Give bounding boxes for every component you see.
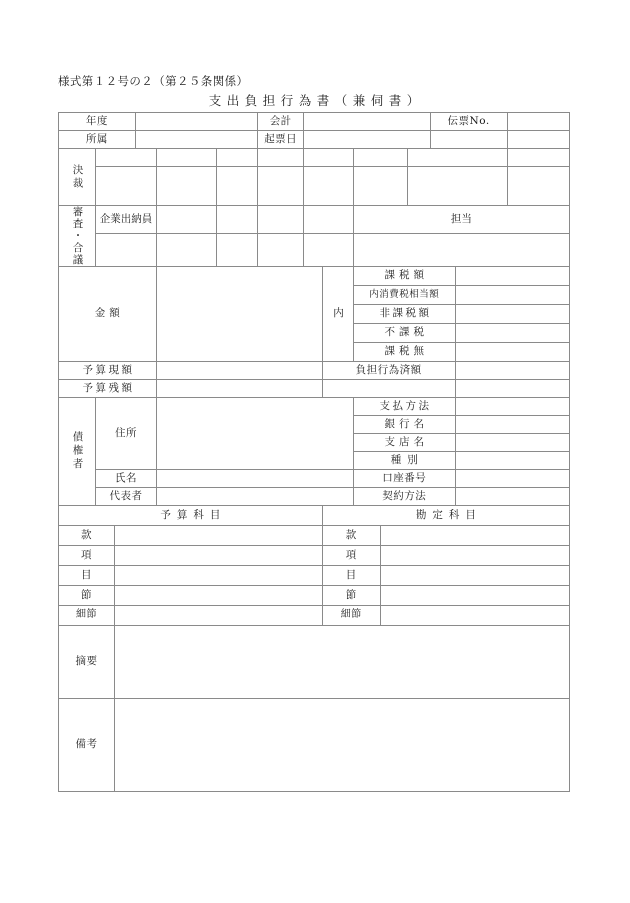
document-title: 支出負担行為書（兼伺書） — [208, 93, 425, 108]
non-levy-value[interactable] — [455, 324, 569, 343]
bank-name-label: 銀行名 — [353, 416, 455, 434]
form-number: 様式第１２号の２（第２５条関係） — [58, 74, 249, 88]
slip-no-label: 伝票No. — [430, 113, 507, 131]
account-type-label: 種別 — [353, 452, 455, 470]
budget-remaining-label: 予算残額 — [59, 380, 157, 398]
account-value[interactable] — [304, 113, 431, 131]
approval-row-top — [59, 149, 570, 167]
approval-cell-5-top[interactable] — [304, 149, 354, 167]
year-label: 年度 — [59, 113, 136, 131]
approval-cell-2[interactable] — [156, 167, 216, 206]
ledger-saisetsu-value[interactable] — [380, 606, 569, 626]
header-row-year — [59, 113, 570, 131]
budget-current-row — [59, 362, 570, 380]
approval-cell-6[interactable] — [353, 167, 407, 206]
budget-remaining-value[interactable] — [156, 380, 322, 398]
budget-ko-label: 項 — [59, 546, 115, 566]
approval-cell-6-top[interactable] — [353, 149, 407, 167]
ledger-kan-label: 款 — [322, 526, 380, 546]
creditor-row-1 — [59, 398, 570, 416]
ledger-moku-label: 目 — [322, 566, 380, 586]
accounts-row-saisetsu — [59, 606, 570, 626]
review-row-bottom — [59, 234, 570, 267]
year-value[interactable] — [135, 113, 258, 131]
approval-cell-4-top[interactable] — [258, 149, 304, 167]
review-cell-4-top[interactable] — [304, 206, 354, 234]
approval-cell-1[interactable] — [96, 167, 156, 206]
remarks-value[interactable] — [115, 699, 570, 792]
payment-method-value[interactable] — [455, 398, 569, 416]
approval-cell-7[interactable] — [407, 167, 507, 206]
amount-row-1 — [59, 267, 570, 286]
creditor-address-value[interactable] — [156, 398, 353, 470]
approval-cell-5[interactable] — [304, 167, 354, 206]
account-label: 会計 — [258, 113, 304, 131]
slip-no-label-blank — [430, 131, 507, 149]
budget-saisetsu-value[interactable] — [115, 606, 323, 626]
account-number-value[interactable] — [455, 470, 569, 488]
review-cell-2-top[interactable] — [216, 206, 258, 234]
no-tax-label: 課税無 — [353, 343, 455, 362]
consumption-tax-value[interactable] — [455, 286, 569, 305]
ledger-setsu-label: 節 — [322, 586, 380, 606]
no-tax-value[interactable] — [455, 343, 569, 362]
nontaxable-amount-value[interactable] — [455, 305, 569, 324]
affiliation-value[interactable] — [135, 131, 258, 149]
accounts-row-ko — [59, 546, 570, 566]
amount-label: 金額 — [59, 267, 157, 362]
nontaxable-amount-label: 非課税額 — [353, 305, 455, 324]
budget-kan-value[interactable] — [115, 526, 323, 546]
corporate-cashier-label: 企業出納員 — [96, 206, 156, 234]
representative-label: 代表者 — [96, 488, 156, 506]
ledger-setsu-value[interactable] — [380, 586, 569, 606]
ledger-ko-label: 項 — [322, 546, 380, 566]
bank-name-value[interactable] — [455, 416, 569, 434]
accounts-row-kan — [59, 526, 570, 546]
taxable-amount-value[interactable] — [455, 267, 569, 286]
approval-cell-7-top[interactable] — [407, 149, 507, 167]
budget-current-label: 予算現額 — [59, 362, 157, 380]
obligated-amount-blank[interactable] — [322, 380, 455, 398]
creditor-name-value[interactable] — [156, 470, 353, 488]
approval-label: 決裁 — [59, 149, 96, 206]
summary-value[interactable] — [115, 626, 570, 699]
budget-setsu-label: 節 — [59, 586, 115, 606]
approval-row-bottom — [59, 167, 570, 206]
budget-kan-label: 款 — [59, 526, 115, 546]
review-cell-2[interactable] — [216, 234, 258, 267]
ledger-ko-value[interactable] — [380, 546, 569, 566]
creditor-label: 債権者 — [59, 398, 96, 506]
taxable-amount-label: 課税額 — [353, 267, 455, 286]
obligated-amount-value-2[interactable] — [455, 380, 569, 398]
accounts-row-setsu — [59, 586, 570, 606]
accounts-row-moku — [59, 566, 570, 586]
approval-cell-8[interactable] — [507, 167, 569, 206]
ledger-moku-value[interactable] — [380, 566, 569, 586]
budget-moku-value[interactable] — [115, 566, 323, 586]
summary-label: 摘要 — [59, 626, 115, 699]
payment-method-label: 支払方法 — [353, 398, 455, 416]
representative-value[interactable] — [156, 488, 353, 506]
branch-name-label: 支店名 — [353, 434, 455, 452]
approval-cell-2-top[interactable] — [156, 149, 216, 167]
budget-setsu-value[interactable] — [115, 586, 323, 606]
draft-date-label: 起票日 — [258, 131, 304, 149]
budget-saisetsu-label: 細節 — [59, 606, 115, 626]
budget-current-value[interactable] — [156, 362, 322, 380]
creditor-name-label: 氏名 — [96, 470, 156, 488]
creditor-row-5 — [59, 470, 570, 488]
review-label: 審査・合議 — [59, 206, 96, 267]
review-cell-1-top[interactable] — [156, 206, 216, 234]
amount-value[interactable] — [156, 267, 322, 362]
ledger-saisetsu-label: 細節 — [322, 606, 380, 626]
approval-cell-3[interactable] — [216, 167, 258, 206]
branch-name-value[interactable] — [455, 434, 569, 452]
summary-row — [59, 626, 570, 699]
ledger-account-heading: 勘定科目 — [322, 506, 569, 526]
review-cell-3-top[interactable] — [258, 206, 304, 234]
approval-cell-8-top[interactable] — [507, 149, 569, 167]
ledger-kan-value[interactable] — [380, 526, 569, 546]
account-type-value[interactable] — [455, 452, 569, 470]
expenditure-obligation-form — [58, 112, 570, 792]
breakdown-label: 内 — [322, 267, 353, 362]
budget-ko-value[interactable] — [115, 546, 323, 566]
contract-method-value[interactable] — [455, 488, 569, 506]
obligated-amount-value[interactable] — [455, 362, 569, 380]
charge-label: 担当 — [353, 206, 569, 234]
slip-no-value[interactable] — [507, 113, 569, 131]
slip-no-value-blank[interactable] — [507, 131, 569, 149]
approval-cell-4[interactable] — [258, 167, 304, 206]
review-cell-0[interactable] — [96, 234, 156, 267]
charge-value[interactable] — [353, 234, 569, 267]
budget-account-heading: 予算科目 — [59, 506, 323, 526]
consumption-tax-label: 内消費税相当額 — [353, 286, 455, 305]
account-number-label: 口座番号 — [353, 470, 455, 488]
review-cell-4[interactable] — [304, 234, 354, 267]
budget-moku-label: 目 — [59, 566, 115, 586]
review-row-top — [59, 206, 570, 234]
remarks-label: 備考 — [59, 699, 115, 792]
obligated-amount-label: 負担行為済額 — [322, 362, 455, 380]
budget-remaining-row — [59, 380, 570, 398]
accounts-heading-row — [59, 506, 570, 526]
review-cell-3[interactable] — [258, 234, 304, 267]
non-levy-label: 不課税 — [353, 324, 455, 343]
creditor-row-6 — [59, 488, 570, 506]
review-cell-1[interactable] — [156, 234, 216, 267]
approval-cell-1-top[interactable] — [96, 149, 156, 167]
affiliation-label: 所属 — [59, 131, 136, 149]
contract-method-label: 契約方法 — [353, 488, 455, 506]
draft-date-value[interactable] — [304, 131, 431, 149]
creditor-address-label: 住所 — [96, 398, 156, 470]
header-row-affiliation — [59, 131, 570, 149]
remarks-row — [59, 699, 570, 792]
approval-cell-3-top[interactable] — [216, 149, 258, 167]
